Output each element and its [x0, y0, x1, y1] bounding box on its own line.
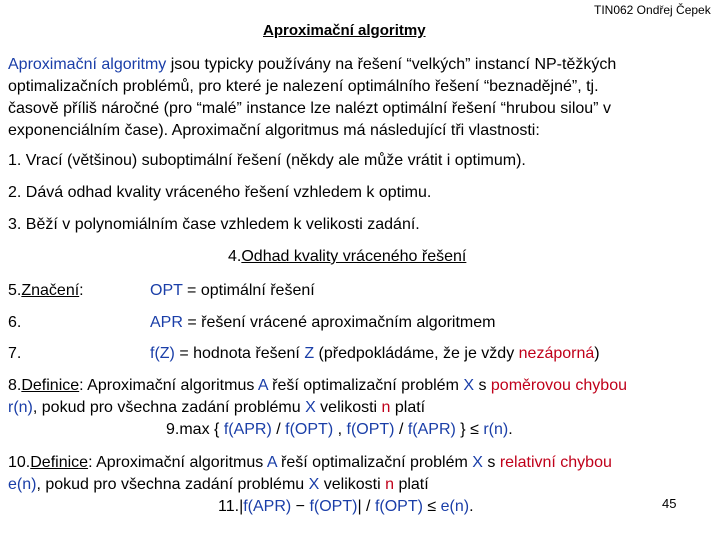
fz-paren-open: (předpokládáme, že je vždy: [314, 345, 519, 362]
def8-text-5: velikosti: [315, 399, 382, 416]
def10-text-2: řeší optimalizační problém: [276, 454, 473, 471]
relative-error-term: relativní chybou: [499, 454, 612, 471]
def8-n: n: [381, 399, 391, 416]
notation-fz: [150, 343, 600, 365]
def10-x2: X: [308, 476, 320, 493]
def10-label: Definice: [30, 454, 89, 471]
ratio-error-term: poměrovou chybou: [490, 377, 627, 394]
def8-a: A: [257, 377, 268, 394]
formula-11-bar2: |: [357, 498, 362, 515]
formula-11-f2: f(OPT): [309, 498, 358, 515]
notation-6-number: 6.: [8, 314, 22, 331]
formula-11-minus: −: [291, 498, 310, 515]
intro-line-2: optimalizačních problémů, pro které je nalezení optimálního řešení “beznadějné”, tj.: [8, 78, 599, 95]
opt-symbol: OPT: [150, 282, 183, 299]
z-symbol: Z: [304, 345, 315, 362]
formula-9-rn: r(n): [483, 421, 509, 438]
formula-11-f1: f(APR): [243, 498, 292, 515]
property-1: 1. Vrací (většinou) suboptimální řešení (někdy ale může vrátit i optimum).: [8, 152, 526, 169]
formula-9: [166, 419, 513, 441]
formula-11-le: ≤: [422, 498, 441, 515]
formula-9-div2: /: [394, 421, 408, 438]
notation-colon: :: [79, 282, 84, 299]
def8-number: 8.: [8, 377, 22, 394]
notation-opt: [150, 280, 315, 302]
def8-text-2: řeší optimalizační problém: [267, 377, 464, 394]
def10-en: e(n): [8, 476, 37, 493]
formula-9-number: 9.: [166, 421, 180, 438]
def8-text-4: , pokud pro všechna zadání problému: [32, 399, 306, 416]
def8-text-6: platí: [390, 399, 426, 416]
formula-11-number: 11.: [218, 498, 240, 515]
def10-n: n: [385, 476, 394, 493]
formula-11-div: /: [361, 498, 375, 515]
def8-line-2: [8, 397, 713, 419]
intro-line-4: exponenciálním čase). Aproximační algoritmus má následující tři vlastnosti:: [8, 122, 540, 139]
formula-9-dot: .: [508, 421, 513, 438]
formula-11-en: e(n): [440, 498, 470, 515]
def10-number: 10.: [8, 454, 31, 471]
def8-label: Definice: [21, 377, 80, 394]
fz-paren-close: ): [594, 345, 600, 362]
formula-11-dot: .: [469, 498, 474, 515]
formula-11-f3: f(OPT): [374, 498, 423, 515]
page-number: 45: [662, 496, 677, 511]
formula-9-pre: max {: [179, 421, 224, 438]
def8-x: X: [463, 377, 475, 394]
def10-text-1: : Aproximační algoritmus: [88, 454, 267, 471]
formula-9-close: } ≤: [455, 421, 484, 438]
def10-line-1: [8, 452, 713, 474]
def10-a: A: [266, 454, 277, 471]
fz-desc: = hodnota řešení: [174, 345, 305, 362]
def10-text-6: platí: [394, 476, 429, 493]
intro-term: Aproximační algoritmy: [8, 56, 167, 73]
intro-paragraph: [8, 54, 713, 142]
section-4-number: 4.: [228, 248, 242, 265]
section-4-label: Odhad kvality vráceného řešení: [241, 248, 467, 265]
notation-label-text: Značení: [21, 282, 80, 299]
formula-11: [218, 496, 474, 518]
formula-11-bar1: |: [239, 498, 244, 515]
nonnegative-term: nezáporná: [518, 345, 595, 362]
def10-text-5: velikosti: [319, 476, 386, 493]
notation-label: [8, 280, 84, 302]
def8-line-1: [8, 375, 713, 397]
property-3: 3. Běží v polynomiálním čase vzhledem k velikosti zadání.: [8, 216, 420, 233]
def10-text-3: s: [482, 454, 500, 471]
def8-text-3: s: [474, 377, 491, 394]
def8-text-1: : Aproximační algoritmus: [79, 377, 258, 394]
definition-10: [8, 452, 713, 496]
notation-apr: [150, 312, 495, 334]
property-2: 2. Dává odhad kvality vráceného řešení vzhledem k optimu.: [8, 184, 432, 201]
formula-9-div1: /: [271, 421, 286, 438]
def8-rn: r(n): [8, 399, 33, 416]
def8-x2: X: [305, 399, 316, 416]
formula-9-f4: f(APR): [407, 421, 456, 438]
formula-9-f2: f(OPT): [285, 421, 334, 438]
def10-x: X: [472, 454, 483, 471]
page-title: Aproximační algoritmy: [263, 22, 426, 39]
notation-7-number: 7.: [8, 345, 22, 362]
fz-symbol: f(Z): [150, 345, 175, 362]
intro-line-3: časově příliš náročné (pro “malé” instance lze nalézt optimální řešení “hrubou silou” v: [8, 100, 611, 117]
apr-symbol: APR: [150, 314, 183, 331]
formula-9-comma: ,: [333, 421, 347, 438]
def10-line-2: [8, 474, 713, 496]
apr-desc: = řešení vrácené aproximačním algoritmem: [182, 314, 496, 331]
formula-9-f3: f(OPT): [346, 421, 395, 438]
intro-line-1: [8, 54, 713, 76]
intro-line-1-text: jsou typicky používány na řešení “velkých” instancí NP-těžkých: [166, 56, 617, 73]
def10-text-4: , pokud pro všechna zadání problému: [36, 476, 309, 493]
notation-number: 5.: [8, 282, 22, 299]
author-header: TIN062 Ondřej Čepek: [594, 3, 711, 17]
opt-desc: = optimální řešení: [182, 282, 315, 299]
section-4-heading: [228, 246, 466, 268]
formula-9-f1: f(APR): [223, 421, 272, 438]
definition-8: [8, 375, 713, 419]
